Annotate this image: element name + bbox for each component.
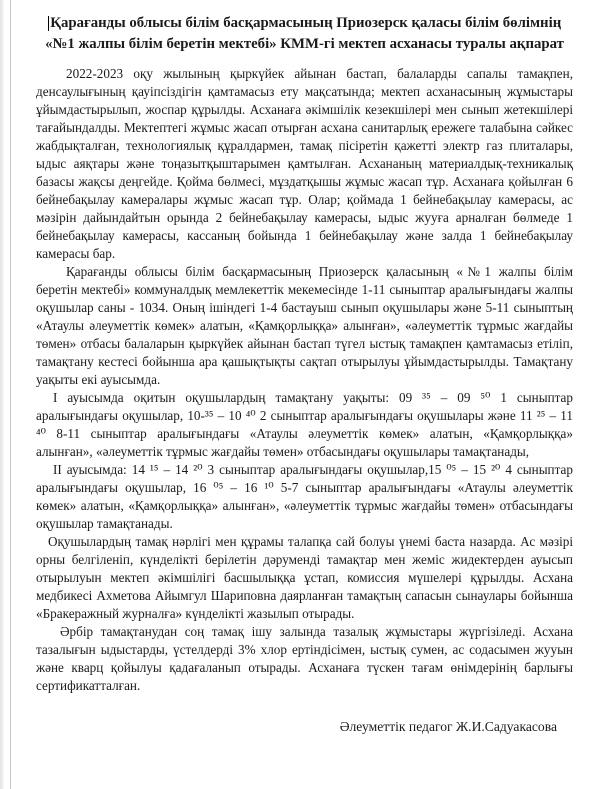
document-title <box>36 13 573 55</box>
scan-left-edge <box>0 0 4 789</box>
title-line-2: «№1 жалпы білім беретін мектебі» КММ-гі мектеп асханасы туралы ақпарат <box>45 36 564 52</box>
page-border-line <box>10 0 11 789</box>
document-page[interactable] <box>36 13 573 735</box>
body-paragraph-1: 2022-2023 оқу жылының қыркүйек айынан бастап, балаларды сапалы тамақпен, денсаулығының қауіпсіздігін қамтамасыз ету мақсатында; мектеп асханасының жұмыстары ұйымдастырылып, жоспар құрылды. Асханаға әкімшілік кезекшілері мен сынып жетекшілері тағайындалды. Мектептегі жұмыс жасап отырған асхана санитарлық ережеге талабына сәйкес жабдықталған, технологиялық құралдармен, тамақ пісіретін қажетті электр газ плиталары, ыдыс аяқтары және тоңазытқыштарымен қамтылған. Асхананың материалдық-техникалық базасы жақсы деңгейде. Қойма бөлмесі, мұздатқышы жұмыс жасап тұр. Асханаға қойылған 6 бейнебақылау камералары жұмыс жасап тұр. Олар; қоймада 1 бейнебақылау камерасы, ас мәзірін дайындайтын орында 2 бейнебақылау камерасы, ыдыс жууға арналған бөлмеде 1 бейнебақылау камерасы, кассаның бойында 1 бейнебақылау және залда 1 бейнебақылау камерасы бар. <box>36 66 573 261</box>
title-line-1: Қарағанды облысы білім басқармасының Приозерск қаласы білім бөлімнің <box>50 15 562 31</box>
body-paragraph-6: Әрбір тамақтанудан соң тамақ ішу залында тазалық жұмыстары жүргізіледі. Асхана тазалығын ыдыстарды, үстелдерді 3% хлор ертіндісімен, ыстық сумен, ас содасымен жууын және кварц қойылуы қадағаланып отырады. Асханаға түскен тағам өнімдерінің барлығы сертификатталған. <box>36 624 573 693</box>
body-paragraph-4: ІІ ауысымда: 14 ¹⁵ – 14 ²⁰ 3 сыныптар аралығындағы оқушылар,15 ⁰⁵ – 15 ²⁰ 4 сыныптар аралығындағы оқушылар, 16 ⁰⁵ – 16 ¹⁰ 5-7 сыныптар аралығындағы «Атаулы әлеуметтік көмек» алатын, «Қамқорлыққа» алынған», «әлеуметтік тұрмыс жағдайы төмен» отбасындағы оқушылар тамақтанады. <box>36 462 573 531</box>
signature-line: Әлеуметтік педагог Ж.И.Садуакасова <box>339 719 557 734</box>
body-paragraph-5: Оқушылардың тамақ нәрлігі мен құрамы талапқа сай болуы үнемі баста назарда. Ас мәзірі орны белгіленіп, күнделікті берілетін дәруменді тамақтар мен жеміс жидектерден ауысып отырылуын мектеп әкімшілігі басшылыққа ұстап, комиссия мүшелері құрылды. Асхана медбикесі Ахметова Айымгул Шариповна даярланған тамақтың сапасын сынаулары бойынша «Бракеражный журналға» күнделікті жазылып отырады. <box>36 534 573 621</box>
body-paragraph-2: Қарағанды облысы білім басқармасының Приозерск қаласының «№1 жалпы білім беретін мектебі» коммуналдық мемлекеттік мекемесінде 1-11 сыныптар аралығындағы жалпы оқушылар саны - 1034. Оның ішіндегі 1-4 бастауыш сынып оқушылары және 5-11 сыныптың «Атаулы әлеуметтік көмек» алатын, «Қамқорлыққа» алынған», «әлеуметтік тұрмыс жағдайы төмен» отбасы балаларын қыркүйек айынан бастап түгел ыстық тамақпен қамтамасыз етіліп, тамақтану кестесі бойынша ара қашықтықты сақтап отырылуы ұйымдастырылды. Тамақтану уақыты екі ауысымда. <box>36 264 573 387</box>
body-paragraph-3: І ауысымда оқитын оқушылардың тамақтану уақыты: 09 ³⁵ – 09 ⁵⁰ 1 сыныптар аралығындағы оқушылар, 10-³⁵ – 10 ⁴⁰ 2 сыныптар аралығындағы оқушылары және 11 ²⁵ – 11 ⁴⁰ 8-11 сыныптар аралығындағы «Атаулы әлеуметтік көмек» алатын, «Қамқорлыққа» алынған», «әлеуметтік тұрмыс жағдайы төмен» отбасындағы оқушылары тамақтанады, <box>36 390 573 459</box>
